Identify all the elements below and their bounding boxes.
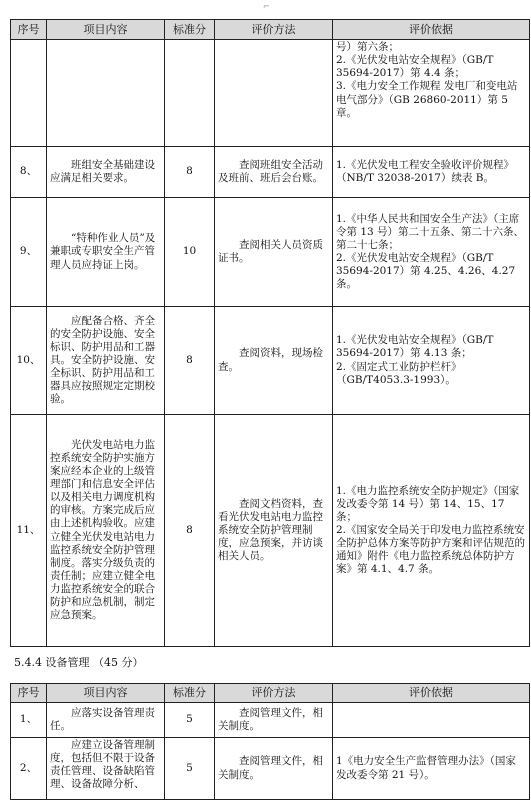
- header-score: 标准分: [165, 684, 215, 703]
- row-method: [215, 40, 333, 147]
- row-basis: 1.《中华人民共和国安全生产法》（主席令第 13 号）第二十五条、第二十六条、第二十七条； 2.《光伏发电站安全规程》（GB/T 35694-2017）第 4.25、4.26、4.27 条。: [333, 198, 530, 307]
- row-content: 应配备合格、齐全的安全防护设施、安全标识、防护用品和工器具。安全防护设施、安全标识、防护用品和工器具应按照规定定期校验。: [47, 307, 165, 415]
- evaluation-table-equipment: [10, 683, 530, 800]
- header-score: 标准分: [165, 20, 215, 40]
- row-no: 9、: [11, 198, 47, 307]
- table-row: [11, 147, 530, 198]
- table-row: [11, 40, 530, 147]
- row-score: 5: [165, 703, 215, 738]
- row-basis: 1《电力安全生产监督管理办法》（国家发改委令第 21 号）。: [333, 738, 530, 800]
- row-no: 1、: [11, 703, 47, 738]
- row-score: 8: [165, 147, 215, 198]
- header-basis: 评价依据: [333, 684, 530, 703]
- header-method: 评价方法: [215, 684, 333, 703]
- row-basis: 号）第六条； 2.《光伏发电站安全规程》（GB/T 35694-2017）第 4.4 条； 3.《电力安全工作规程 发电厂和变电站电气部分》（GB 26860-2011）第 5 章。: [333, 40, 530, 147]
- row-method: 查阅相关人员资质证书。: [215, 198, 333, 307]
- row-method: 查阅班组安全活动及班前、班后会台账。: [215, 147, 333, 198]
- table-row: [11, 738, 530, 800]
- row-basis: [333, 703, 530, 738]
- table-row: [11, 415, 530, 647]
- row-no: 2、: [11, 738, 47, 800]
- row-score: 8: [165, 307, 215, 415]
- evaluation-table-safety: [10, 19, 530, 647]
- header-content: 项目内容: [47, 20, 165, 40]
- row-method: 查阅资料，现场检查。: [215, 307, 333, 415]
- table-row: [11, 198, 530, 307]
- row-content: [47, 40, 165, 147]
- row-basis: 1.《光伏发电站安全规程》（GB/T 35694-2017）第 4.13 条； 2.《固定式工业防护栏杆》（GB/T4053.3-1993）。: [333, 307, 530, 415]
- row-content: “特种作业人员”及兼职或专职安全生产管理人员应持证上岗。: [47, 198, 165, 307]
- row-content: 光伏发电站电力监控系统安全防护实施方案应经本企业的上级管理部门和信息安全评估以及相关电力调度机构的审核。方案完成后应由上述机构验收。应建立健全光伏发电站电力监控系统安全防护管理制度。落实分级负责的责任制；应建立健全电力监控系统安全的联合防护和应急机制，制定应急预案。: [47, 415, 165, 647]
- row-score: 5: [165, 738, 215, 800]
- row-no: 10、: [11, 307, 47, 415]
- table-row: [11, 703, 530, 738]
- row-basis: 1.《光伏发电工程安全验收评价规程》（NB/T 32038-2017）续表 B。: [333, 147, 530, 198]
- page-top-mark: ⌐: [263, 2, 270, 11]
- row-no: [11, 40, 47, 147]
- row-score: [165, 40, 215, 147]
- row-score: 10: [165, 198, 215, 307]
- header-method: 评价方法: [215, 20, 333, 40]
- row-basis: 1.《电力监控系统安全防护规定》（国家发改委令第 14 号）第 14、15、17 条； 2.《国家安全局关于印发电力监控系统安全防护总体方案等防护方案和评估规范的通知》附件《电力监控系统总体防护方案》第 4.1、4.7 条。: [333, 415, 530, 647]
- row-no: 8、: [11, 147, 47, 198]
- row-content: 班组安全基础建设应满足相关要求。: [47, 147, 165, 198]
- row-method: 查阅管理文件，相关制度。: [215, 703, 333, 738]
- row-content: 应建立设备管理制度，包括但不限于设备责任管理、设备缺陷管理、设备故障分析、: [47, 738, 165, 800]
- row-no: 11、: [11, 415, 47, 647]
- header-content: 项目内容: [47, 684, 165, 703]
- header-no: 序号: [11, 684, 47, 703]
- table-row: [11, 307, 530, 415]
- row-method: 查阅文档资料，查看光伏发电站电力监控系统安全防护管理制度，应急预案，并访谈相关人员。: [215, 415, 333, 647]
- row-method: 查阅管理文件，相关制度。: [215, 738, 333, 800]
- header-basis: 评价依据: [333, 20, 530, 40]
- row-content: 应落实设备管理责任。: [47, 703, 165, 738]
- row-score: 8: [165, 415, 215, 647]
- section-heading: 5.4.4 设备管理 （45 分）: [14, 656, 144, 669]
- header-no: 序号: [11, 20, 47, 40]
